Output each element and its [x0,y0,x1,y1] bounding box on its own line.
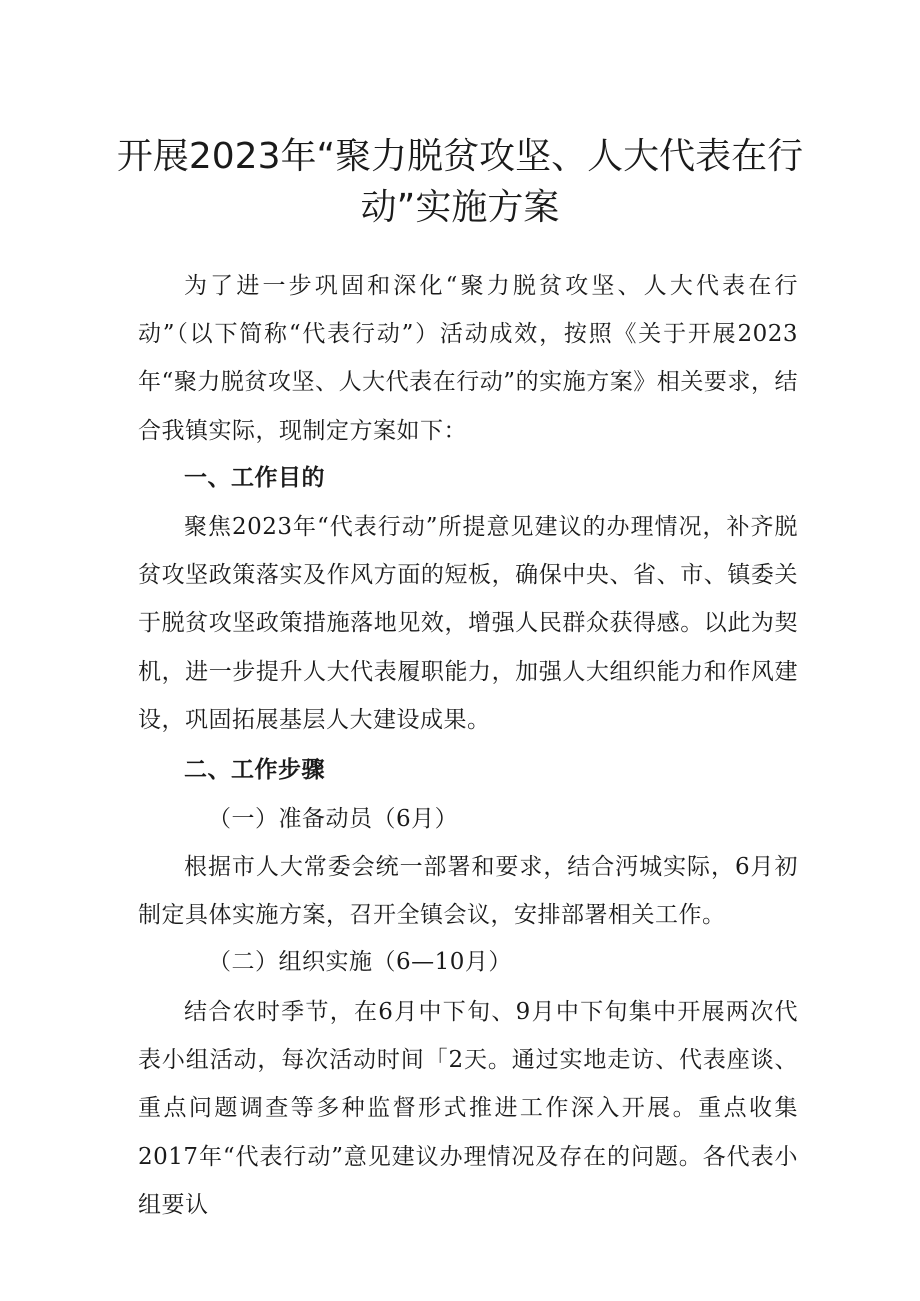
subsection-1-paragraph: 根据市人大常委会统一部署和要求，结合沔城实际，6月初制定具体实施方案，召开全镇会议，安排部署相关工作。 [138,854,798,929]
document-title-line-1: 开展2023年“聚力脱贫攻坚、人大代表在行 [116,136,804,177]
subsection-1-heading: （一）准备动员（6月） [208,806,459,832]
subsection-2-heading: （二）组织实施（6—10月） [208,949,512,975]
section-2-heading: 二、工作步骤 [184,757,325,783]
subsection-2-paragraph: 结合农时季节，在6月中下旬、9月中下旬集中开展两次代表小组活动，每次活动时间「2天。通过实地走访、代表座谈、重点问题调查等多种监督形式推进工作深入开展。重点收集2017年“代表行动”意见建议办理情况及存在的问题。各代表小组要认 [138,999,798,1218]
intro-paragraph: 为了进一步巩固和深化“聚力脱贫攻坚、人大代表在行动”（以下简称“代表行动”）活动成效，按照《关于开展2023年“聚力脱贫攻坚、人大代表在行动”的实施方案》相关要求，结合我镇实际，现制定方案如下： [138,273,798,444]
document-title-line-2: 动”实施方案 [360,187,560,228]
section-1-heading: 一、工作目的 [184,465,325,491]
section-1-paragraph: 聚焦2023年“代表行动”所提意见建议的办理情况，补齐脱贫攻坚政策落实及作风方面的短板，确保中央、省、市、镇委关于脱贫攻坚政策措施落地见效，增强人民群众获得感。以此为契机，进一步提升人大代表履职能力，加强人大组织能力和作风建设，巩固拓展基层人大建设成果。 [138,514,798,733]
